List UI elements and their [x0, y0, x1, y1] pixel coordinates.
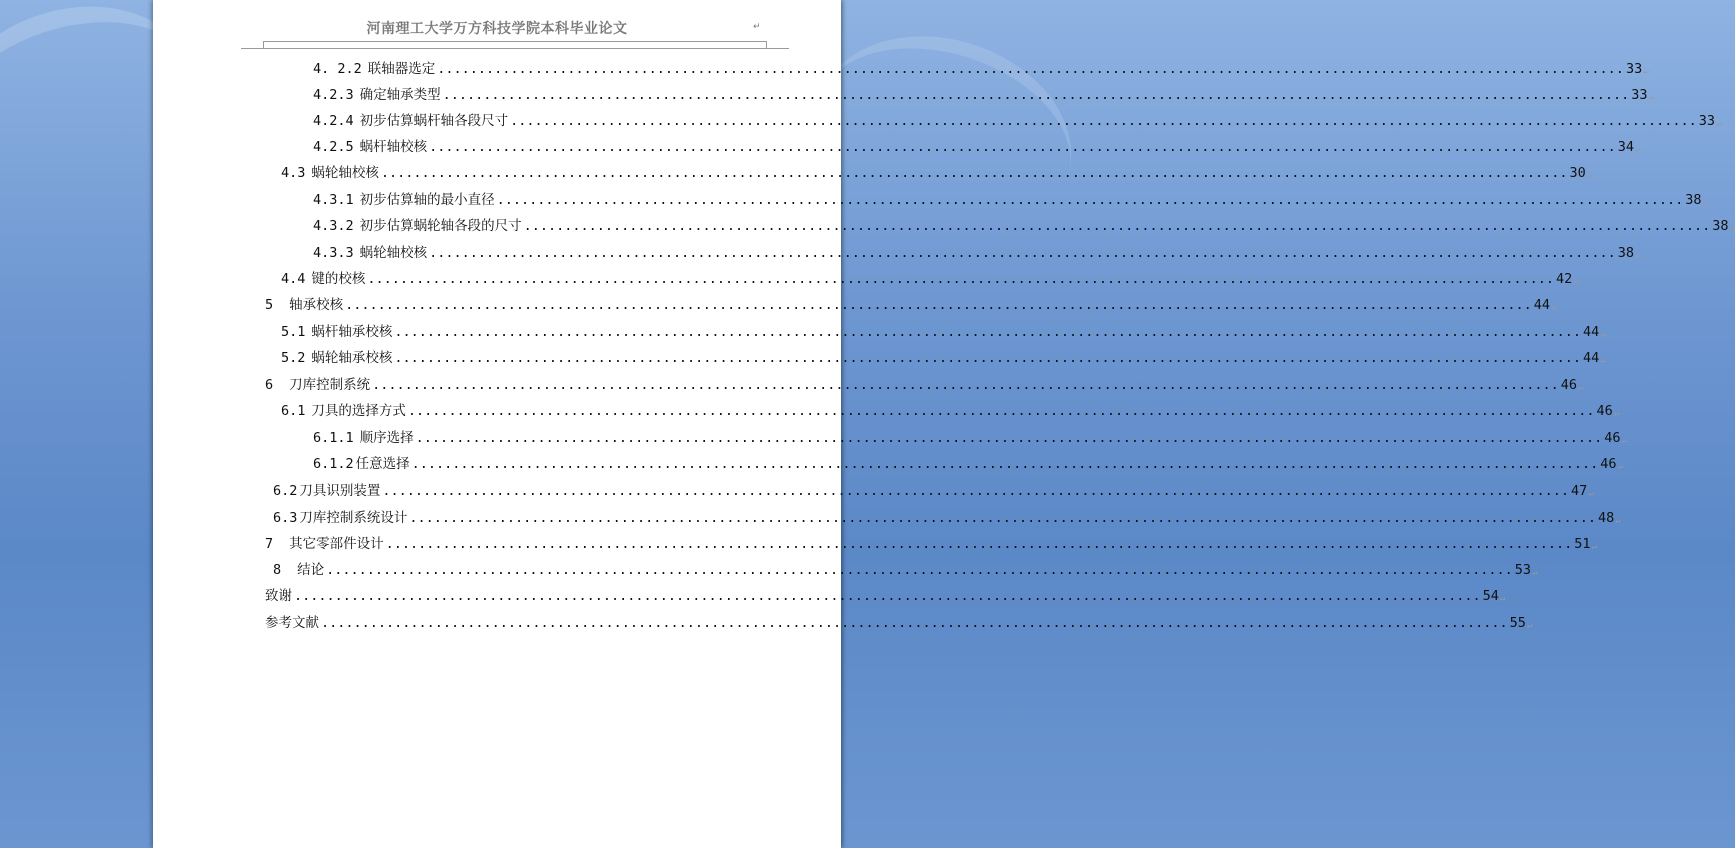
toc-page-number: 42 [1556, 271, 1573, 287]
toc-number: 4.3.1 [313, 192, 354, 208]
toc-title: 确定轴承类型 [359, 87, 441, 103]
toc-page-number: 48 [1598, 510, 1615, 526]
toc-title: 轴承校核 [289, 297, 344, 313]
toc-title: 刀库控制系统设计 [299, 510, 408, 526]
toc-title: 初步估算蜗杆轴各段尺寸 [359, 113, 509, 129]
toc-leader: .................................................................................................................................................. [523, 218, 1711, 234]
paragraph-mark-icon: ↵ [1648, 93, 1654, 103]
toc-number: 7 [265, 536, 274, 552]
toc-row[interactable] [313, 57, 1649, 77]
toc-row[interactable] [265, 611, 1533, 631]
toc-page-number: 53 [1514, 562, 1532, 578]
paragraph-mark-icon: ↵ [1526, 621, 1533, 631]
toc-leader: .................................................................................................................................................. [321, 615, 1508, 631]
toc-page-number: 38 [1617, 245, 1635, 261]
toc-number: 6.1.2 [313, 456, 354, 472]
toc-number: 4.3.2 [313, 218, 354, 234]
toc-row[interactable] [313, 452, 1623, 472]
toc-leader: .................................................................................................................................................. [415, 430, 1603, 446]
paragraph-mark-icon: ↵ [1613, 409, 1620, 419]
toc-title: 蜗杆轴承校核 [311, 324, 393, 340]
toc-leader: .................................................................................................................................................. [429, 139, 1616, 155]
toc-number: 5 [265, 297, 274, 313]
toc-row[interactable] [313, 214, 1735, 234]
toc-page-number: 34 [1617, 139, 1635, 155]
toc-row[interactable] [313, 83, 1654, 103]
toc-row[interactable] [313, 135, 1641, 155]
toc-leader: .................................................................................................................................................. [372, 377, 1559, 393]
toc-leader: .................................................................................................................................................. [294, 588, 1481, 604]
toc-leader: .................................................................................................................................................. [409, 510, 1597, 526]
header-rule [241, 41, 789, 50]
toc-number: 8 [273, 562, 282, 578]
toc-page-number: 47 [1571, 483, 1588, 499]
paragraph-mark-icon: ↵ [1716, 119, 1722, 129]
toc-title: 刀库控制系统 [289, 377, 371, 393]
toc-title: 参考文献 [265, 615, 319, 631]
toc-row[interactable] [281, 399, 1620, 419]
toc-row[interactable] [273, 506, 1621, 526]
toc-page-number: 55 [1509, 615, 1526, 631]
toc-page-number: 38 [1685, 192, 1702, 208]
toc-leader: .................................................................................................................................................. [394, 350, 1582, 366]
toc-leader: .................................................................................................................................................. [326, 562, 1513, 578]
toc-row[interactable] [281, 267, 1579, 287]
toc-page-number: 44 [1583, 350, 1600, 366]
toc-number: 4.2.4 [313, 113, 354, 129]
toc-row[interactable] [265, 532, 1597, 552]
toc-title: 任意选择 [355, 456, 410, 472]
paragraph-mark-icon: ↵ [1635, 145, 1641, 155]
toc-page-number: 30 [1569, 165, 1586, 181]
toc-leader: .................................................................................................................................................. [437, 61, 1624, 77]
paragraph-mark-icon: ↵ [1499, 594, 1506, 604]
toc-leader: .................................................................................................................................................. [407, 403, 1595, 419]
paragraph-mark-icon: ↵ [1551, 303, 1557, 313]
toc-title: 结论 [297, 562, 325, 578]
paragraph-mark-icon: ↵ [1702, 198, 1708, 208]
page-header-title: 河南理工大学万方科技学院本科毕业论文 [366, 21, 628, 37]
paragraph-mark-icon: ↵ [1635, 251, 1641, 261]
toc-number: 5.1 [281, 324, 306, 340]
toc-row[interactable] [265, 373, 1584, 393]
toc-row[interactable] [313, 109, 1722, 129]
toc-page-number: 38 [1712, 218, 1729, 234]
toc-leader: .................................................................................................................................................. [411, 456, 1599, 472]
toc-leader: .................................................................................................................................................. [367, 271, 1555, 287]
toc-number: 6.2 [273, 483, 298, 499]
toc-number: 6.1 [281, 403, 306, 419]
paragraph-mark-icon: ↵ [1729, 224, 1735, 234]
toc-row[interactable] [281, 320, 1606, 340]
toc-number: 4.3.3 [313, 245, 354, 261]
paragraph-mark-icon: ↵ [753, 22, 761, 32]
toc-number: 6 [265, 377, 274, 393]
toc-row[interactable] [281, 346, 1606, 366]
toc-number: 4. 2.2 [313, 61, 362, 77]
paragraph-mark-icon: ↵ [1643, 67, 1649, 77]
toc-title: 联轴器选定 [367, 61, 436, 77]
toc-title: 蜗杆轴校核 [359, 139, 428, 155]
toc-leader: .................................................................................................................................................. [394, 324, 1582, 340]
paragraph-mark-icon: ↵ [1621, 436, 1627, 446]
toc-page-number: 44 [1533, 297, 1551, 313]
toc-title: 致谢 [265, 588, 292, 604]
toc-number: 4.3 [281, 165, 306, 181]
paragraph-mark-icon: ↵ [1573, 277, 1579, 287]
toc-leader: .................................................................................................................................................. [442, 87, 1630, 103]
toc-title: 蜗轮轴承校核 [311, 350, 393, 366]
paragraph-mark-icon: ↵ [1532, 568, 1538, 578]
toc-title: 顺序选择 [359, 430, 414, 446]
toc-title: 其它零部件设计 [289, 536, 384, 552]
toc-page-number: 46 [1604, 430, 1621, 446]
toc-row[interactable] [313, 241, 1641, 261]
toc-leader: .................................................................................................................................................. [510, 113, 1697, 129]
toc-leader: .................................................................................................................................................. [496, 192, 1684, 208]
toc-title: 刀具识别装置 [299, 483, 381, 499]
toc-page-number: 46 [1596, 403, 1613, 419]
paragraph-mark-icon: ↵ [1615, 516, 1621, 526]
toc-row[interactable] [313, 426, 1627, 446]
toc-number: 4.2.3 [313, 87, 354, 103]
toc-page-number: 46 [1560, 377, 1578, 393]
toc-number: 6.1.1 [313, 430, 354, 446]
toc-page-number: 33 [1625, 61, 1643, 77]
paragraph-mark-icon: ↵ [1578, 383, 1584, 393]
toc-leader: .................................................................................................................................................. [382, 483, 1570, 499]
paragraph-mark-icon: ↵ [1617, 462, 1623, 472]
toc-row[interactable] [273, 558, 1538, 578]
toc-row[interactable] [265, 293, 1557, 313]
toc-title: 蜗轮轴校核 [359, 245, 428, 261]
toc-number: 6.3 [273, 510, 298, 526]
toc-row[interactable] [313, 188, 1708, 208]
toc-row[interactable] [281, 161, 1593, 181]
toc-page-number: 33 [1698, 113, 1716, 129]
paragraph-mark-icon: ↵ [1600, 330, 1606, 340]
toc-page-number: 46 [1600, 456, 1617, 472]
toc-row[interactable] [273, 479, 1594, 499]
toc-leader: .................................................................................................................................................. [380, 165, 1568, 181]
toc-title: 初步估算蜗轮轴各段的尺寸 [359, 218, 522, 234]
toc-page-number: 33 [1631, 87, 1648, 103]
toc-number: 4.4 [281, 271, 306, 287]
toc-page-number: 44 [1583, 324, 1600, 340]
toc-title: 键的校核 [311, 271, 366, 287]
toc-title: 初步估算轴的最小直径 [359, 192, 495, 208]
toc-title: 刀具的选择方式 [311, 403, 406, 419]
toc-number: 4.2.5 [313, 139, 354, 155]
toc-leader: .................................................................................................................................................. [345, 297, 1532, 313]
paragraph-mark-icon: ↵ [1591, 542, 1597, 552]
paragraph-mark-icon: ↵ [1586, 171, 1593, 181]
paragraph-mark-icon: ↵ [1588, 489, 1594, 499]
paragraph-mark-icon: ↵ [1600, 356, 1606, 366]
toc-number: 5.2 [281, 350, 306, 366]
toc-title: 蜗轮轴校核 [311, 165, 379, 181]
document-page[interactable] [153, 0, 1735, 848]
toc-page-number: 51 [1574, 536, 1591, 552]
toc-row[interactable] [265, 584, 1506, 604]
toc-leader: .................................................................................................................................................. [385, 536, 1573, 552]
toc-page-number: 54 [1482, 588, 1499, 604]
toc-leader: .................................................................................................................................................. [429, 245, 1616, 261]
